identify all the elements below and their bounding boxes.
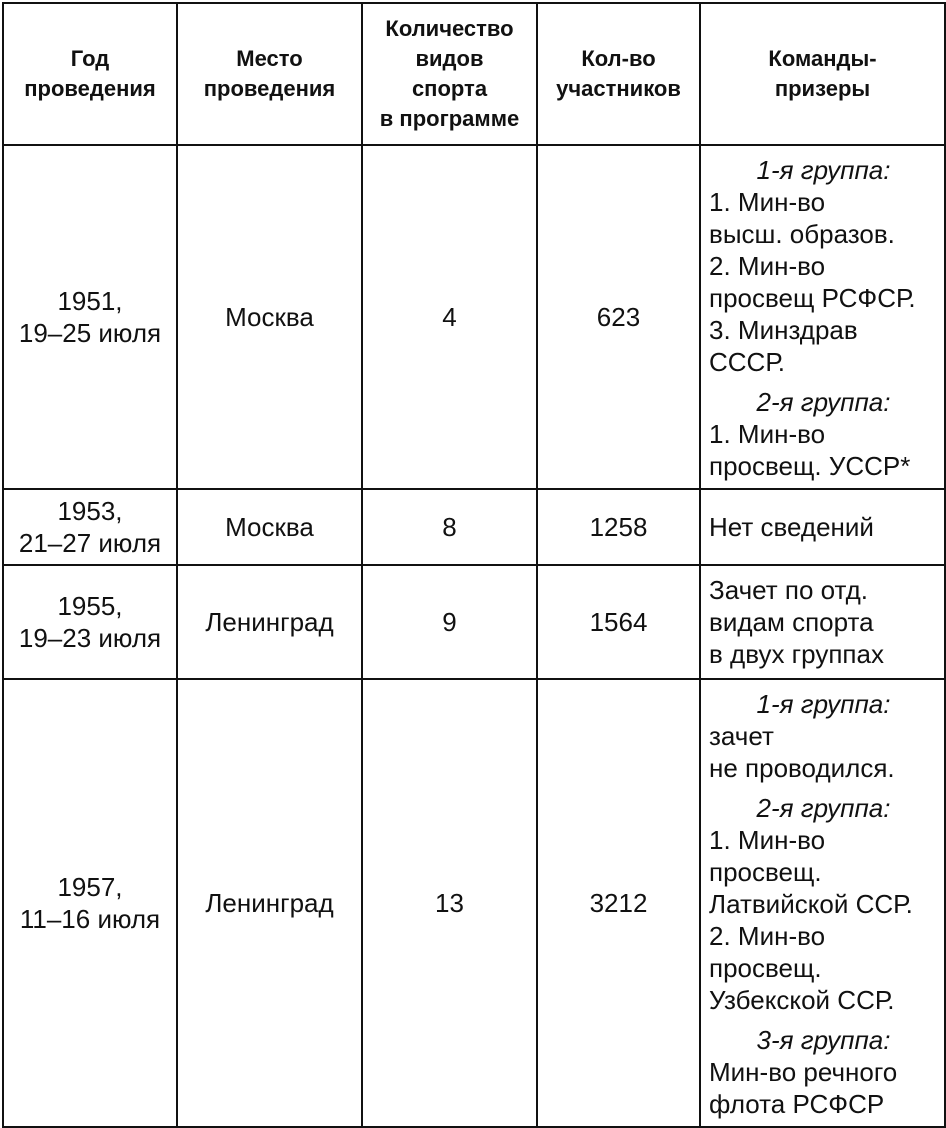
cell-participants: 1258 [537, 489, 700, 565]
cell-place: Москва [177, 489, 362, 565]
cell-place: Москва [177, 145, 362, 489]
cell-year: 1955, 19–23 июля [3, 565, 177, 679]
cell-place: Ленинград [177, 565, 362, 679]
cell-participants: 3212 [537, 679, 700, 1127]
group-title: 1-я группа: [756, 689, 891, 719]
cell-sports-count: 4 [362, 145, 537, 489]
header-place: Место проведения [177, 3, 362, 145]
cell-year: 1953, 21–27 июля [3, 489, 177, 565]
cell-place: Ленинград [177, 679, 362, 1127]
header-winning-teams: Команды- призеры [700, 3, 945, 145]
group-title: 1-я группа: [756, 155, 891, 185]
header-row [3, 3, 945, 145]
table-row [3, 489, 945, 565]
cell-awards: Нет сведений [700, 489, 945, 565]
cell-sports-count: 8 [362, 489, 537, 565]
table-row [3, 565, 945, 679]
cell-sports-count: 13 [362, 679, 537, 1127]
cell-sports-count: 9 [362, 565, 537, 679]
header-participants: Кол-во участников [537, 3, 700, 145]
cell-awards: Зачет по отд. видам спорта в двух группах [700, 565, 945, 679]
cell-awards: 1-я группа: 1. Мин-во высш. образов. 2. Мин-во просвещ РСФСР. 3. Минздрав СССР. 2-я группа: 1. Мин-во просвещ. УССР* [700, 145, 945, 489]
group-title: 2-я группа: [756, 387, 891, 417]
cell-participants: 623 [537, 145, 700, 489]
header-sports-count: Количество видов спорта в программе [362, 3, 537, 145]
competition-table [2, 2, 946, 1128]
group-title: 3-я группа: [756, 1025, 891, 1055]
cell-participants: 1564 [537, 565, 700, 679]
header-year: Год проведения [3, 3, 177, 145]
cell-year: 1951, 19–25 июля [3, 145, 177, 489]
group-title: 2-я группа: [756, 793, 891, 823]
cell-awards: 1-я группа: зачет не проводился. 2-я группа: 1. Мин-во просвещ. Латвийской ССР. 2. Мин-во просвещ. Узбекской ССР. 3-я группа: Мин-во речного флота РСФСР [700, 679, 945, 1127]
cell-year: 1957, 11–16 июля [3, 679, 177, 1127]
table-row [3, 145, 945, 489]
table-row [3, 679, 945, 1127]
